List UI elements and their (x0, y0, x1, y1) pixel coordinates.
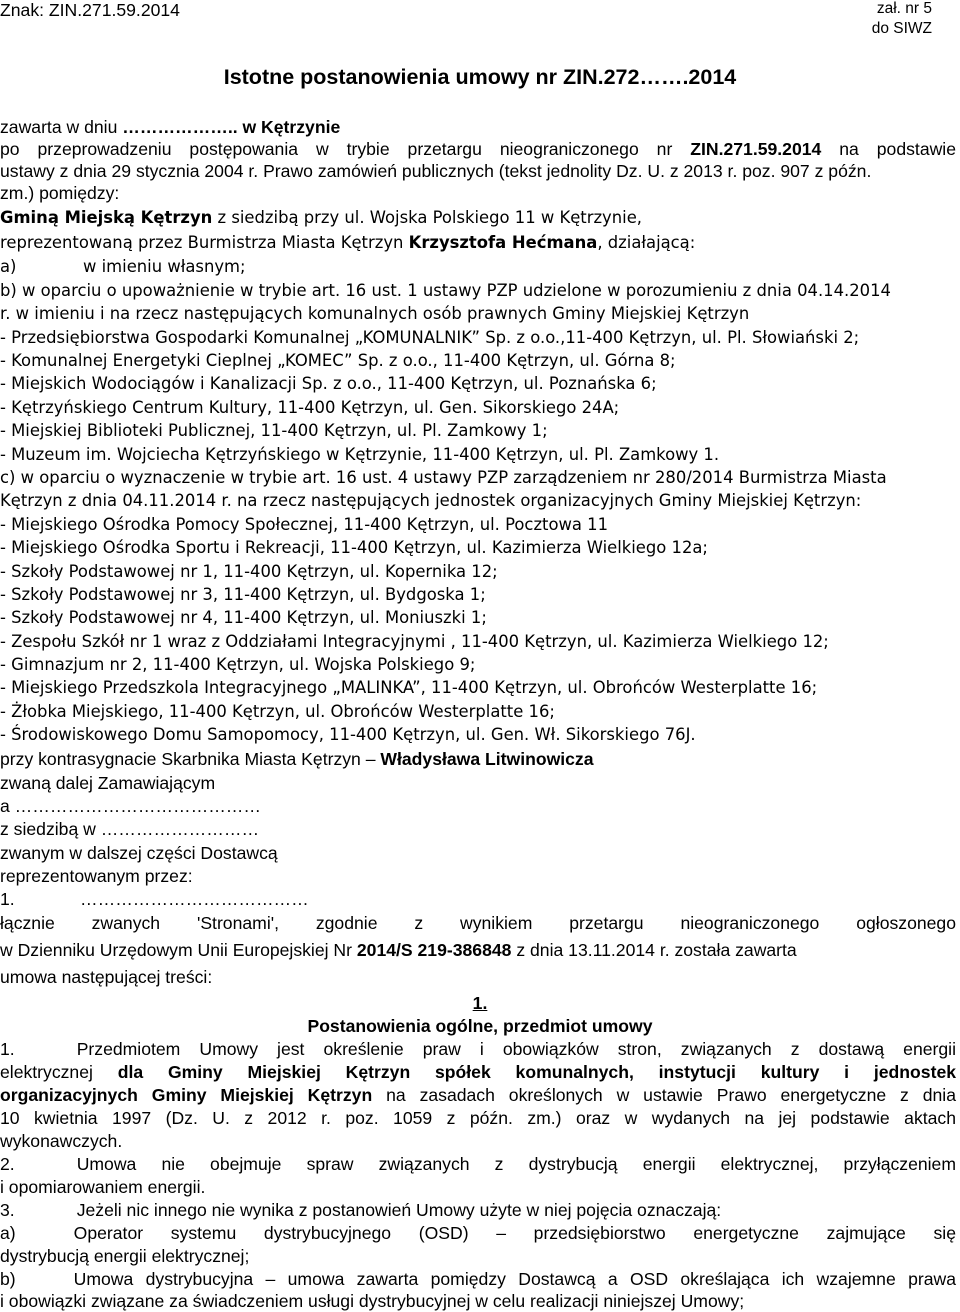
list-item: - Szkoły Podstawowej nr 1, 11-400 Kętrzyn, ul. Kopernika 12; (0, 562, 498, 581)
party-line-1: Gminą Miejską Kętrzyn z siedzibą przy ul. Wojska Polskiego 11 w Kętrzynie, (0, 208, 642, 227)
paragraph-3-line-1: 3. Jeżeli nic innego nie wynika z postanowień Umowy użyte w niej pojęcia oznaczają: (0, 1200, 722, 1220)
list-item: - Miejskiej Biblioteki Publicznej, 11-400 Kętrzyn, ul. Pl. Zamkowy 1; (0, 421, 548, 440)
party-option-a: a) w imieniu własnym; (0, 257, 246, 276)
list-item: - Miejskiego Ośrodka Pomocy Społecznej, 11-400 Kętrzyn, ul. Pocztowa 11 (0, 515, 609, 534)
intro-line-2: po przeprowadzeniu postępowania w trybie przetargu nieograniczonego nr ZIN.271.59.2014 na podstawie (0, 139, 956, 159)
contractor-seat: z siedzibą w ……………………… (0, 819, 260, 839)
party-line-2: reprezentowaną przez Burmistrza Miasta Kętrzyn Krzysztofa Hećmana, działającą: (0, 233, 696, 252)
ordering-party-label: zwaną dalej Zamawiającym (0, 773, 216, 793)
document-sign: Znak: ZIN.271.59.2014 (0, 0, 180, 20)
contractor-representative-label: reprezentowanym przez: (0, 866, 193, 886)
list-item: - Przedsiębiorstwa Gospodarki Komunalnej „KOMUNALNIK” Sp. z o.o.,11-400 Kętrzyn, ul. Pl. Słowiański 2; (0, 328, 860, 347)
intro-line-3: ustawy z dnia 29 stycznia 2004 r. Prawo zamówień publicznych (tekst jednolity Dz. U. z 2013 r. poz. 907 z późn. (0, 161, 872, 181)
paragraph-2-line-2: i opomiarowaniem energii. (0, 1177, 206, 1197)
list-item: - Muzeum im. Wojciecha Kętrzyńskiego w Kętrzynie, 11-400 Kętrzyn, ul. Pl. Zamkowy 1. (0, 445, 720, 464)
list-item: - Żłobka Miejskiego, 11-400 Kętrzyn, ul. Obrońców Westerplatte 16; (0, 702, 555, 721)
party-option-c-line-2: Kętrzyn z dnia 04.11.2014 r. na rzecz następujących jednostek organizacyjnych Gminy Miejskiej Kętrzyn: (0, 491, 862, 510)
list-item: - Szkoły Podstawowej nr 4, 11-400 Kętrzyn, ul. Moniuszki 1; (0, 608, 487, 627)
attachment-number: zał. nr 5 (876, 0, 932, 17)
paragraph-1-line-2: elektrycznej dla Gminy Miejskiej Kętrzyn spółek komunalnych, instytucji kultury i jednostek (0, 1062, 957, 1082)
party-option-c-line-1: c) w oparciu o wyznaczenie w trybie art. 16 ust. 4 ustawy PZP zarządzeniem nr 280/2014 Burmistrza Miasta (0, 468, 887, 487)
list-item: - Szkoły Podstawowej nr 3, 11-400 Kętrzyn, ul. Bydgoska 1; (0, 585, 486, 604)
definition-a-line-2: dystrybucją energii elektrycznej; (0, 1246, 250, 1266)
list-item: - Komunalnej Energetyki Cieplnej „KOMEC” Sp. z o.o., 11-400 Kętrzyn, ul. Górna 8; (0, 351, 676, 370)
countersignature: przy kontrasygnacie Skarbnika Miasta Kętrzyn – Władysława Litwinowicza (0, 749, 594, 769)
contractor-label: zwanym w dalszej części Dostawcą (0, 843, 278, 863)
paragraph-1-line-5: wykonawczych. (0, 1131, 123, 1151)
parties-line-1: łącznie zwanych 'Stronami', zgodnie z wynikiem przetargu nieograniczonego ogłoszonego (0, 913, 956, 933)
list-item: - Miejskich Wodociągów i Kanalizacji Sp. z o.o., 11-400 Kętrzyn, ul. Poznańska 6; (0, 374, 657, 393)
list-item: - Środowiskowego Domu Samopomocy, 11-400 Kętrzyn, ul. Gen. Wł. Sikorskiego 76J. (0, 725, 696, 744)
section-number: 1. (472, 993, 488, 1013)
page-title: Istotne postanowienia umowy nr ZIN.272…….2014 (223, 65, 737, 89)
paragraph-2-line-1: 2. Umowa nie obejmuje spraw związanych z dystrybucją energii elektrycznej, przyłączeniem (0, 1154, 956, 1174)
list-item: - Gimnazjum nr 2, 11-400 Kętrzyn, ul. Wojska Polskiego 9; (0, 655, 476, 674)
parties-line-2: w Dzienniku Urzędowym Unii Europejskiej Nr 2014/S 219-386848 z dnia 13.11.2014 r. została zawarta (0, 940, 797, 960)
list-item: - Kętrzyńskiego Centrum Kultury, 11-400 Kętrzyn, ul. Gen. Sikorskiego 24A; (0, 398, 620, 417)
contractor-name: a …………………………………… (0, 796, 261, 816)
party-option-b-line-2: r. w imieniu i na rzecz następujących komunalnych osób prawnych Gminy Miejskiej Kętrzyn (0, 304, 750, 323)
paragraph-1-line-1: 1. Przedmiotem Umowy jest określenie praw i obowiązków stron, związanych z dostawą energii (0, 1039, 956, 1059)
parties-line-3: umowa następującej treści: (0, 967, 213, 987)
paragraph-1-line-4: 10 kwietnia 1997 (Dz. U. z 2012 r. poz. 1059 z późn. zm.) oraz w wydanych na jej podstawie aktach (0, 1108, 956, 1128)
definition-a-line-1: a) Operator systemu dystrybucyjnego (OSD) – przedsiębiorstwo energetyczne zajmujące się (0, 1223, 956, 1243)
list-item: - Miejskiego Przedszkola Integracyjnego „MALINKA”, 11-400 Kętrzyn, ul. Obrońców Westerplatte 16; (0, 678, 818, 697)
paragraph-1-line-3: organizacyjnych Gminy Miejskiej Kętrzyn na zasadach określonych w ustawie Prawo energetyczne z dnia (0, 1085, 956, 1105)
contractor-representative-1: 1. ………………………………… (0, 889, 309, 909)
intro-line-1: zawarta w dniu ……………….. w Kętrzynie (0, 117, 341, 137)
definition-b-line-2: i obowiązki związane za świadczeniem usługi dystrybucyjnej w celu realizacji niniejszej Umowy; (0, 1291, 745, 1311)
definition-b-line-1: b) Umowa dystrybucyjna – umowa zawarta pomiędzy Dostawcą a OSD określająca ich wzajemne prawa (0, 1269, 956, 1289)
party-option-b-line-1: b) w oparciu o upoważnienie w trybie art. 16 ust. 1 ustawy PZP udzielone w porozumieniu z dnia 04.14.2014 (0, 281, 891, 300)
attachment-to: do SIWZ (871, 20, 932, 37)
section-heading: Postanowienia ogólne, przedmiot umowy (307, 1016, 653, 1036)
list-item: - Zespołu Szkół nr 1 wraz z Oddziałami Integracyjnymi , 11-400 Kętrzyn, ul. Kazimierza Wielkiego 12; (0, 632, 829, 651)
intro-line-4: zm.) pomiędzy: (0, 183, 120, 203)
list-item: - Miejskiego Ośrodka Sportu i Rekreacji, 11-400 Kętrzyn, ul. Kazimierza Wielkiego 12a; (0, 538, 708, 557)
